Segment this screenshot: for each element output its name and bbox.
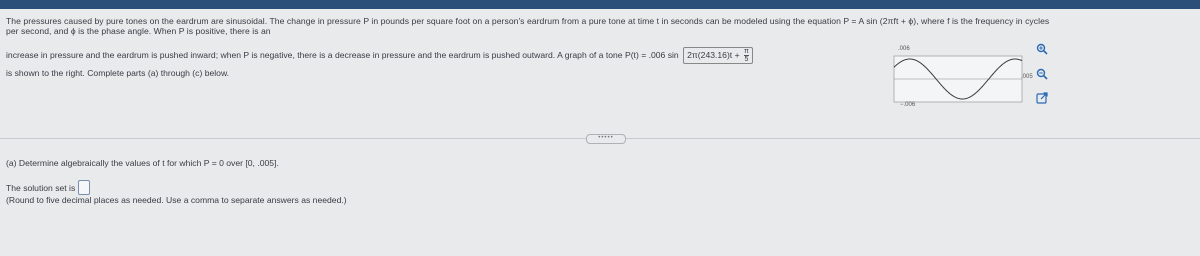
problem-statement: [6, 16, 1196, 36]
zoom-out-icon[interactable]: [1036, 68, 1048, 80]
formula-fraction: [744, 48, 749, 63]
problem-line-1: The pressures caused by pure tones on the eardrum are sinusoidal. The change in pressure P in pounds per square foot on a person's eardrum from a pure tone at time t in seconds can be modeled using the equation P = A sin (2πft + ϕ), where f is the frequency in cycles: [6, 16, 1050, 26]
popout-icon[interactable]: [1036, 92, 1048, 104]
rounding-note: (Round to five decimal places as needed. Use a comma to separate answers as needed.): [6, 195, 347, 205]
fraction-numerator: π: [744, 48, 749, 55]
formula-bracket: [683, 47, 753, 64]
problem-line-4: is shown to the right. Complete parts (a) through (c) below.: [6, 68, 230, 78]
solution-row: [6, 180, 90, 195]
graph-y-max-label: .006: [898, 46, 910, 52]
solution-answer-input[interactable]: [78, 180, 90, 195]
zoom-in-icon[interactable]: [1036, 43, 1048, 55]
divider-handle[interactable]: •••••: [586, 134, 626, 144]
graph-x-max-label: .005: [1021, 74, 1033, 80]
formula-inner: 2π(243.16)t +: [687, 49, 740, 60]
problem-line-3-text: increase in pressure and the eardrum is pushed inward; when P is negative, there is a decrease in pressure and the eardrum is pushed outward. A graph of a tone P(t) = .006 sin: [6, 49, 679, 60]
problem-line-3: [6, 47, 753, 64]
graph-y-min-label: −.006: [900, 102, 916, 108]
solution-label: The solution set is: [6, 182, 76, 193]
part-a-question: (a) Determine algebraically the values of t for which P = 0 over [0, .005].: [6, 158, 279, 168]
fraction-denominator: 5: [744, 56, 749, 63]
problem-line-2: per second, and ϕ is the phase angle. When P is positive, there is an: [6, 26, 271, 36]
top-bar: [0, 0, 1200, 9]
